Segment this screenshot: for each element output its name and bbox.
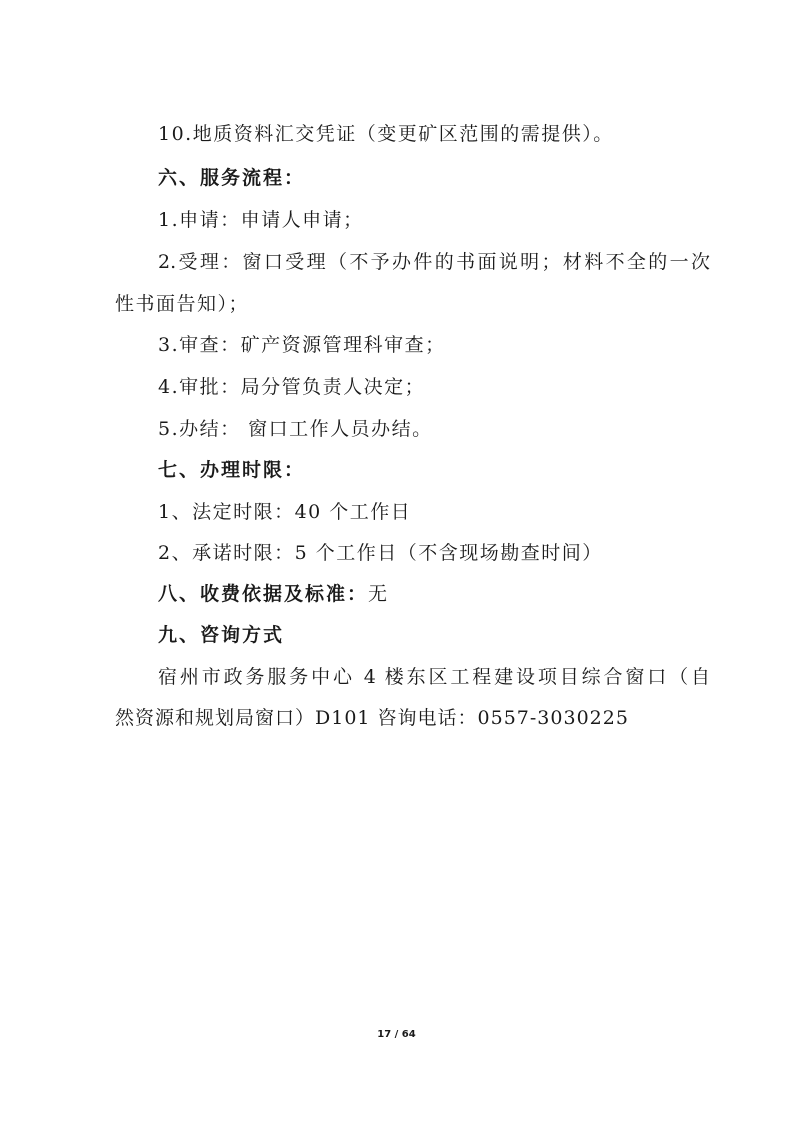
time-limit-statutory: 1、法定时限：40 个工作日 — [158, 501, 412, 523]
process-step-accept-line1: 2.受理：窗口受理（不予办件的书面说明；材料不全的一次 — [158, 251, 710, 273]
section-heading-consultation: 九、咨询方式 — [158, 624, 285, 646]
material-item-10: 10.地质资料汇交凭证（变更矿区范围的需提供）。 — [158, 123, 614, 145]
process-step-complete: 5.办结： 窗口工作人员办结。 — [158, 418, 433, 440]
consultation-address-line2: 然资源和规划局窗口）D101 咨询电话：0557-3030225 — [115, 707, 629, 729]
consultation-address-line1: 宿州市政务服务中心 4 楼东区工程建设项目综合窗口（自 — [158, 666, 710, 688]
time-limit-promised: 2、承诺时限：5 个工作日（不含现场勘查时间） — [158, 542, 603, 564]
page-number: 17 / 64 — [377, 1029, 416, 1040]
section-heading-service-process: 六、服务流程： — [158, 167, 306, 189]
fees-heading-label: 八、收费依据及标准： — [158, 583, 369, 605]
process-step-approve: 4.审批：局分管负责人决定； — [158, 376, 426, 398]
process-step-apply: 1.申请：申请人申请； — [158, 209, 364, 231]
fees-value: 无 — [368, 583, 390, 605]
process-step-accept-line2: 性书面告知）； — [115, 293, 250, 315]
section-heading-fees — [158, 582, 389, 606]
section-heading-time-limit: 七、办理时限： — [158, 459, 306, 481]
process-step-review: 3.审查：矿产资源管理科审查； — [158, 334, 446, 356]
